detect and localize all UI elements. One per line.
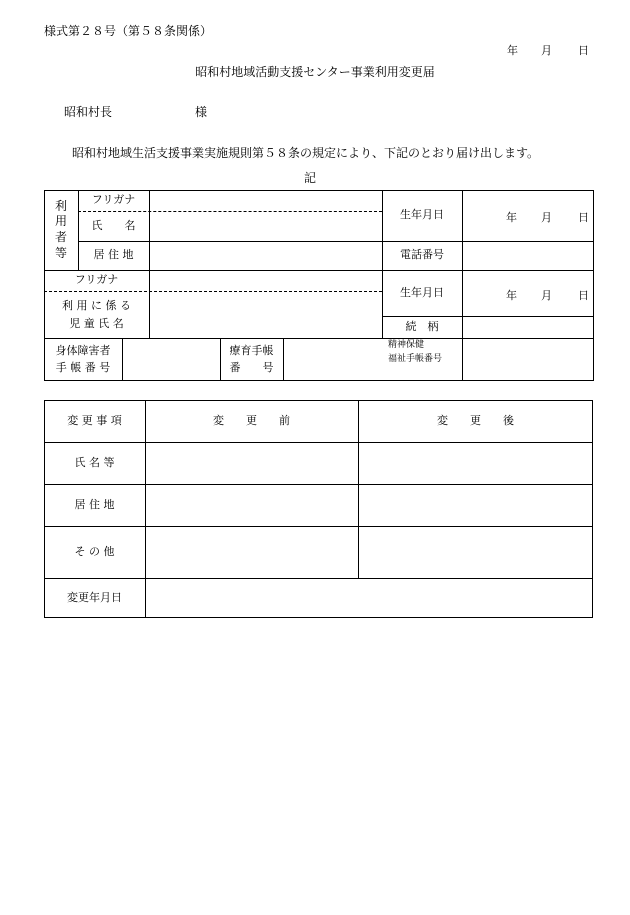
mental-health-handbook-label: 精神保健 福祉手帳番号: [388, 340, 443, 365]
relationship-label: 続 柄: [405, 319, 439, 333]
change-after-header: 変 更 後: [437, 413, 514, 427]
birthdate-label: 生年月日: [400, 208, 444, 222]
user-birth-year: 年: [506, 211, 517, 224]
addressee-name: 昭和村長: [64, 105, 113, 119]
addressee-honorific: 様: [195, 105, 208, 119]
disability-handbook-label: 身体障害者 手 帳 番 号: [55, 344, 111, 374]
ki-label: 記: [304, 171, 317, 185]
child-name-label: 利 用 に 係 る 児 童 氏 名: [62, 298, 131, 330]
furigana-label: フリガナ: [91, 193, 136, 207]
change-before-header: 変 更 前: [213, 413, 290, 427]
date-month-label: 月: [541, 44, 552, 57]
child-birth-year: 年: [506, 289, 517, 302]
date-day-label: 日: [578, 44, 589, 57]
document-title: 昭和村地域活動支援センター事業利用変更届: [195, 65, 435, 79]
change-row-other: そ の 他: [74, 544, 115, 558]
child-furigana-label: フリガナ: [74, 273, 119, 287]
phone-label: 電話番号: [400, 248, 444, 262]
name-label: 氏 名: [91, 218, 136, 232]
user-birth-day: 日: [578, 211, 589, 224]
child-birth-day: 日: [578, 289, 589, 302]
user-birth-month: 月: [541, 211, 552, 224]
child-birth-month: 月: [541, 289, 552, 302]
change-row-address: 居 住 地: [74, 497, 115, 511]
change-date-label: 変更年月日: [67, 590, 122, 604]
form-number: 様式第２８号（第５８条関係）: [44, 24, 213, 38]
user-group-label: 利 用 者 等: [54, 198, 67, 260]
date-year-label: 年: [507, 44, 518, 57]
intro-text: 昭和村地域生活支援事業実施規則第５８条の規定により、下記のとおり届け出します。: [72, 146, 540, 160]
ryoiku-handbook-label: 療育手帳 番 号: [229, 344, 274, 374]
change-item-header: 変 更 事 項: [67, 413, 122, 427]
address-label: 居 住 地: [93, 248, 134, 262]
child-birthdate-label: 生年月日: [400, 285, 444, 299]
change-row-name: 氏 名 等: [74, 455, 115, 469]
